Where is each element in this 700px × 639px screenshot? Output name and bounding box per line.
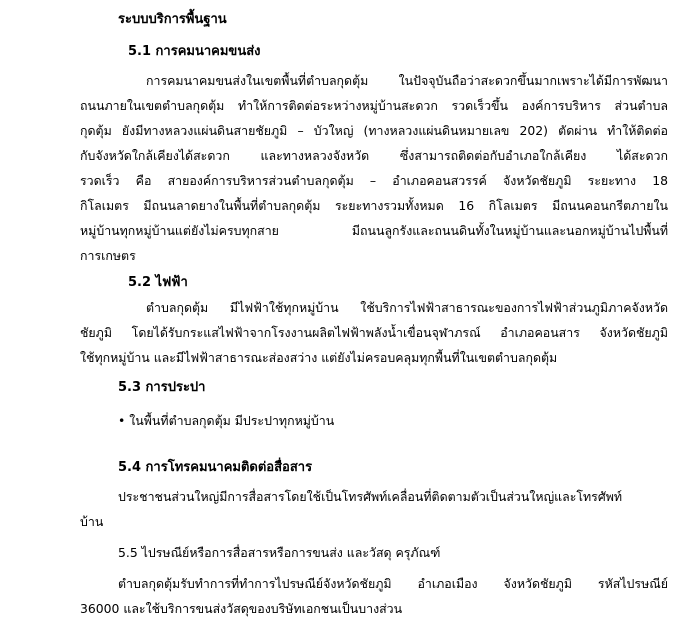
section-5-5-line: 36000 และใช้บริการขนส่งวัสดุของบริษัทเอกชนเป็นบางส่วน	[80, 601, 403, 616]
section-5-5-heading: 5.5 ไปรษณีย์หรือการสื่อสารหรือการขนส่ง และวัสดุ ครุภัณฑ์	[118, 545, 441, 560]
main-title: ระบบบริการพื้นฐาน	[118, 12, 227, 27]
section-5-2-line: ชัยภูมิ โดยได้รับกระแสไฟฟ้าจากโรงงานผลิตไฟฟ้าพลังน้ำเขื่อนจุฬาภรณ์ อำเภอคอนสาร จังหวัดชัยภูมิ	[80, 325, 668, 340]
section-5-4-line: ประชาชนส่วนใหญ่มีการสื่อสารโดยใช้เป็นโทรศัพท์เคลื่อนที่ติดตามตัวเป็นส่วนใหญ่และโทรศัพท์	[118, 489, 623, 504]
section-5-1-heading: 5.1 การคมนาคมขนส่ง	[128, 44, 261, 59]
section-5-2-heading: 5.2 ไฟฟ้า	[128, 275, 188, 290]
section-5-1-line: รวดเร็ว คือ สายองค์การบริหารส่วนตำบลกุดตุ้ม – อำเภอคอนสวรรค์ จังหวัดชัยภูมิ ระยะทาง 18	[80, 173, 668, 188]
section-5-5-line: ตำบลกุดตุ้มรับทำการที่ทำการไปรษณีย์จังหวัดชัยภูมิ อำเภอเมือง จังหวัดชัยภูมิ รหัสไปรษณีย์	[118, 576, 668, 591]
section-5-1-line: หมู่บ้านทุกหมู่บ้านแต่ยังไม่ครบทุกสาย มีถนนลูกรังและถนนดินทั้งในหมู่บ้านและนอกหมู่บ้านไปพื้นที่	[80, 223, 668, 238]
section-5-1-line: การคมนาคมขนส่งในเขตพื้นที่ตำบลกุดตุ้ม ในปัจจุบันถือว่าสะดวกขึ้นมากเพราะได้มีการพัฒนา	[146, 73, 668, 88]
section-5-1-line: การเกษตร	[80, 248, 136, 263]
section-5-3-heading: 5.3 การประปา	[118, 380, 206, 395]
section-5-4-line: บ้าน	[80, 514, 104, 529]
section-5-4-heading: 5.4 การโทรคมนาคมติดต่อสื่อสาร	[118, 460, 313, 475]
section-5-3-bullet: • ในพื้นที่ตำบลกุดตุ้ม มีประปาทุกหมู่บ้าน	[118, 413, 335, 428]
section-5-2-line: ใช้ทุกหมู่บ้าน และมีไฟฟ้าสาธารณะส่องสว่าง แต่ยังไม่ครอบคลุมทุกพื้นที่ในเขตตำบลกุดตุ้ม	[80, 350, 558, 365]
section-5-1-line: กิโลเมตร มีถนนลาดยางในพื้นที่ตำบลกุดตุ้ม ระยะทางรวมทั้งหมด 16 กิโลเมตร มีถนนคอนกรีตภายใน	[80, 198, 668, 213]
section-5-2-line: ตำบลกุดตุ้ม มีไฟฟ้าใช้ทุกหมู่บ้าน ใช้บริการไฟฟ้าสาธารณะของการไฟฟ้าส่วนภูมิภาคจังหวัด	[146, 300, 668, 315]
section-5-1-line: กับจังหวัดใกล้เคียงได้สะดวก และทางหลวงจังหวัด ซึ่งสามารถติดต่อกับอำเภอใกล้เคียง ได้สะดวก	[80, 148, 668, 163]
section-5-1-line: กุดตุ้ม ยังมีทางหลวงแผ่นดินสายชัยภูมิ – บัวใหญ่ (ทางหลวงแผ่นดินหมายเลข 202) ตัดผ่าน ทำให้ติดต่อ	[80, 123, 668, 138]
section-5-1-line: ถนนภายในเขตตำบลกุดตุ้ม ทำให้การติดต่อระหว่างหมู่บ้านสะดวก รวดเร็วขึ้น องค์การบริหาร ส่วนตำบล	[80, 98, 668, 113]
